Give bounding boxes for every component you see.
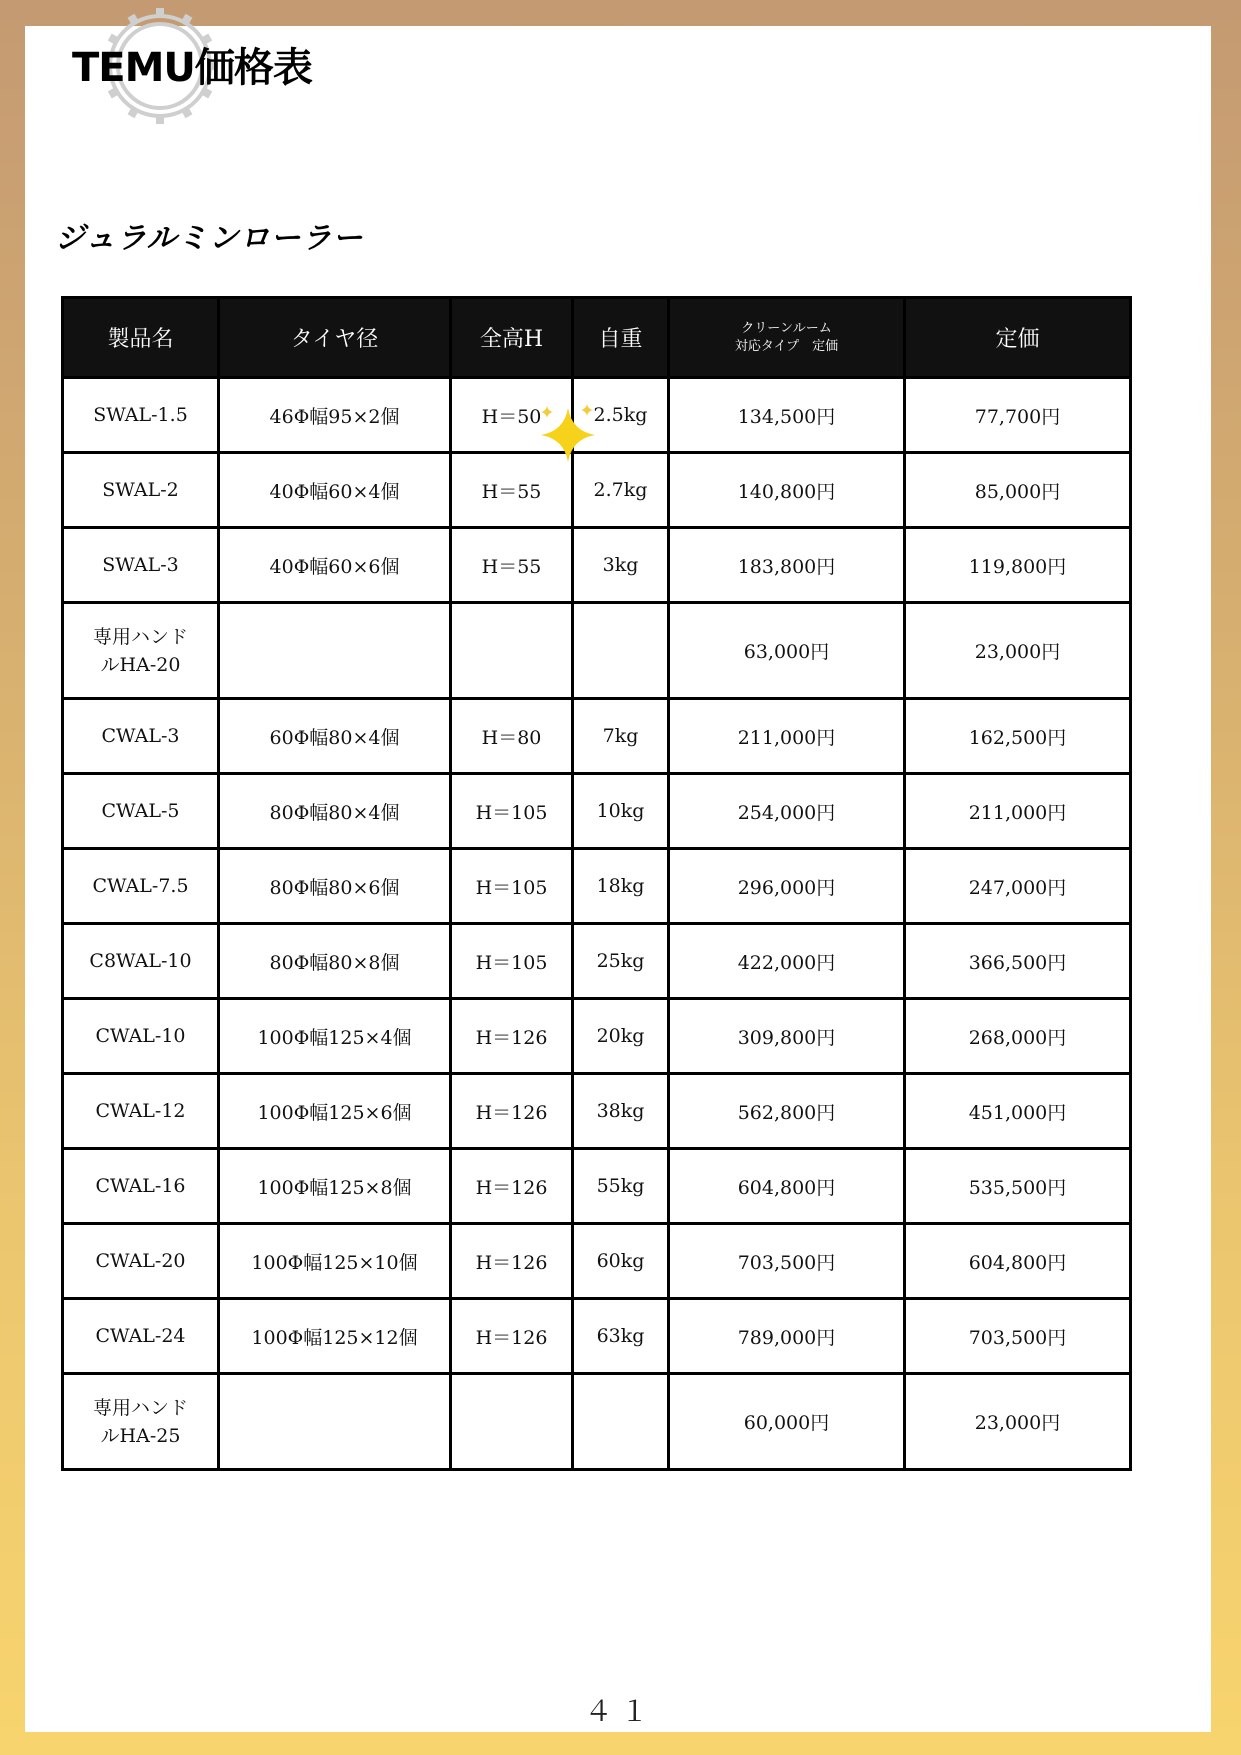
cell-list-price: 23,000円 bbox=[905, 603, 1131, 699]
cell-cleanroom-price: 789,000円 bbox=[669, 1299, 905, 1374]
cell-name bbox=[63, 603, 219, 699]
cell-height: H＝105 bbox=[451, 849, 573, 924]
cell-tire: 40Φ幅60×4個 bbox=[219, 453, 451, 528]
table-row bbox=[63, 1224, 1131, 1299]
cell-list-price: 162,500円 bbox=[905, 699, 1131, 774]
header-cleanroom-price bbox=[669, 298, 905, 378]
cell-name: CWAL-10 bbox=[63, 999, 219, 1074]
table-row bbox=[63, 774, 1131, 849]
cell-cleanroom-price: 183,800円 bbox=[669, 528, 905, 603]
cell-name: CWAL-24 bbox=[63, 1299, 219, 1374]
table-row bbox=[63, 999, 1131, 1074]
cell-name: C8WAL-10 bbox=[63, 924, 219, 999]
section-title: ジュラルミンローラー bbox=[55, 221, 364, 256]
cell-height: H＝126 bbox=[451, 1299, 573, 1374]
cell-name: CWAL-16 bbox=[63, 1149, 219, 1224]
cell-name: SWAL-3 bbox=[63, 528, 219, 603]
cell-weight: 10kg bbox=[573, 774, 669, 849]
cell-cleanroom-price: 562,800円 bbox=[669, 1074, 905, 1149]
cell-name: SWAL-1.5 bbox=[63, 378, 219, 453]
cell-height: H＝80 bbox=[451, 699, 573, 774]
cell-weight: 3kg bbox=[573, 528, 669, 603]
cell-cleanroom-price: 254,000円 bbox=[669, 774, 905, 849]
cell-weight: 38kg bbox=[573, 1074, 669, 1149]
cell-list-price: 703,500円 bbox=[905, 1299, 1131, 1374]
cell-list-price: 23,000円 bbox=[905, 1374, 1131, 1470]
cell-weight: 2.7kg bbox=[573, 453, 669, 528]
cell-height bbox=[451, 1374, 573, 1470]
cell-list-price: 451,000円 bbox=[905, 1074, 1131, 1149]
cell-weight: 18kg bbox=[573, 849, 669, 924]
cell-name: CWAL-5 bbox=[63, 774, 219, 849]
cell-weight: 25kg bbox=[573, 924, 669, 999]
cell-list-price: 119,800円 bbox=[905, 528, 1131, 603]
cell-list-price: 535,500円 bbox=[905, 1149, 1131, 1224]
cell-tire: 80Φ幅80×6個 bbox=[219, 849, 451, 924]
cell-name-line2: ルHA-25 bbox=[100, 1424, 181, 1447]
cell-name-line1: 専用ハンド bbox=[92, 625, 188, 648]
cell-list-price: 604,800円 bbox=[905, 1224, 1131, 1299]
header-tire-diameter: タイヤ径 bbox=[219, 298, 451, 378]
cell-name-line2: ルHA-20 bbox=[100, 653, 181, 676]
cell-height: H＝55 bbox=[451, 528, 573, 603]
cell-list-price: 77,700円 bbox=[905, 378, 1131, 453]
cell-tire: 100Φ幅125×4個 bbox=[219, 999, 451, 1074]
table-row bbox=[63, 924, 1131, 999]
cell-tire: 60Φ幅80×4個 bbox=[219, 699, 451, 774]
cell-weight: 55kg bbox=[573, 1149, 669, 1224]
cell-height: H＝126 bbox=[451, 1074, 573, 1149]
header-weight: 自重 bbox=[573, 298, 669, 378]
header-list-price: 定価 bbox=[905, 298, 1131, 378]
cell-tire: 100Φ幅125×10個 bbox=[219, 1224, 451, 1299]
cell-list-price: 211,000円 bbox=[905, 774, 1131, 849]
table-row bbox=[63, 603, 1131, 699]
table-row bbox=[63, 1299, 1131, 1374]
header-cleanroom-line2: 対応タイプ 定価 bbox=[734, 338, 839, 354]
cell-height: H＝55 bbox=[451, 453, 573, 528]
table-row bbox=[63, 1149, 1131, 1224]
cell-cleanroom-price: 60,000円 bbox=[669, 1374, 905, 1470]
header-product-name: 製品名 bbox=[63, 298, 219, 378]
cell-weight: 2.5kg bbox=[573, 378, 669, 453]
cell-tire bbox=[219, 603, 451, 699]
cell-name bbox=[63, 1374, 219, 1470]
cell-cleanroom-price: 63,000円 bbox=[669, 603, 905, 699]
cell-name: CWAL-12 bbox=[63, 1074, 219, 1149]
cell-cleanroom-price: 703,500円 bbox=[669, 1224, 905, 1299]
page-number: ４１ bbox=[584, 1695, 657, 1728]
cell-cleanroom-price: 604,800円 bbox=[669, 1149, 905, 1224]
cell-cleanroom-price: 296,000円 bbox=[669, 849, 905, 924]
cell-tire: 40Φ幅60×6個 bbox=[219, 528, 451, 603]
cell-tire: 80Φ幅80×8個 bbox=[219, 924, 451, 999]
logo bbox=[72, 6, 352, 132]
cell-tire: 46Φ幅95×2個 bbox=[219, 378, 451, 453]
cell-weight: 60kg bbox=[573, 1224, 669, 1299]
header-cleanroom-line1: クリーンルーム bbox=[741, 320, 832, 336]
header-total-height: 全高H bbox=[451, 298, 573, 378]
cell-tire bbox=[219, 1374, 451, 1470]
logo-text: TEMU価格表 bbox=[72, 45, 312, 91]
cell-tire: 80Φ幅80×4個 bbox=[219, 774, 451, 849]
table-row bbox=[63, 1374, 1131, 1470]
cell-height: H＝50 bbox=[451, 378, 573, 453]
cell-weight: 7kg bbox=[573, 699, 669, 774]
cell-name: CWAL-3 bbox=[63, 699, 219, 774]
cell-name: CWAL-20 bbox=[63, 1224, 219, 1299]
cell-height: H＝126 bbox=[451, 1224, 573, 1299]
cell-cleanroom-price: 211,000円 bbox=[669, 699, 905, 774]
price-table bbox=[61, 296, 1132, 1471]
cell-name-line1: 専用ハンド bbox=[92, 1396, 188, 1419]
cell-tire: 100Φ幅125×6個 bbox=[219, 1074, 451, 1149]
sparkle-icon bbox=[533, 400, 603, 470]
table-row bbox=[63, 1074, 1131, 1149]
cell-cleanroom-price: 134,500円 bbox=[669, 378, 905, 453]
cell-tire: 100Φ幅125×8個 bbox=[219, 1149, 451, 1224]
cell-list-price: 85,000円 bbox=[905, 453, 1131, 528]
cell-weight: 63kg bbox=[573, 1299, 669, 1374]
cell-height: H＝105 bbox=[451, 924, 573, 999]
cell-height: H＝105 bbox=[451, 774, 573, 849]
cell-tire: 100Φ幅125×12個 bbox=[219, 1299, 451, 1374]
cell-list-price: 268,000円 bbox=[905, 999, 1131, 1074]
cell-list-price: 366,500円 bbox=[905, 924, 1131, 999]
cell-height bbox=[451, 603, 573, 699]
cell-weight bbox=[573, 603, 669, 699]
table-row bbox=[63, 699, 1131, 774]
cell-cleanroom-price: 140,800円 bbox=[669, 453, 905, 528]
table-row bbox=[63, 528, 1131, 603]
cell-weight: 20kg bbox=[573, 999, 669, 1074]
cell-height: H＝126 bbox=[451, 1149, 573, 1224]
table-row bbox=[63, 849, 1131, 924]
cell-name: SWAL-2 bbox=[63, 453, 219, 528]
cell-weight bbox=[573, 1374, 669, 1470]
cell-cleanroom-price: 309,800円 bbox=[669, 999, 905, 1074]
cell-name: CWAL-7.5 bbox=[63, 849, 219, 924]
cell-cleanroom-price: 422,000円 bbox=[669, 924, 905, 999]
cell-height: H＝126 bbox=[451, 999, 573, 1074]
table-header-row bbox=[63, 298, 1131, 378]
cell-list-price: 247,000円 bbox=[905, 849, 1131, 924]
